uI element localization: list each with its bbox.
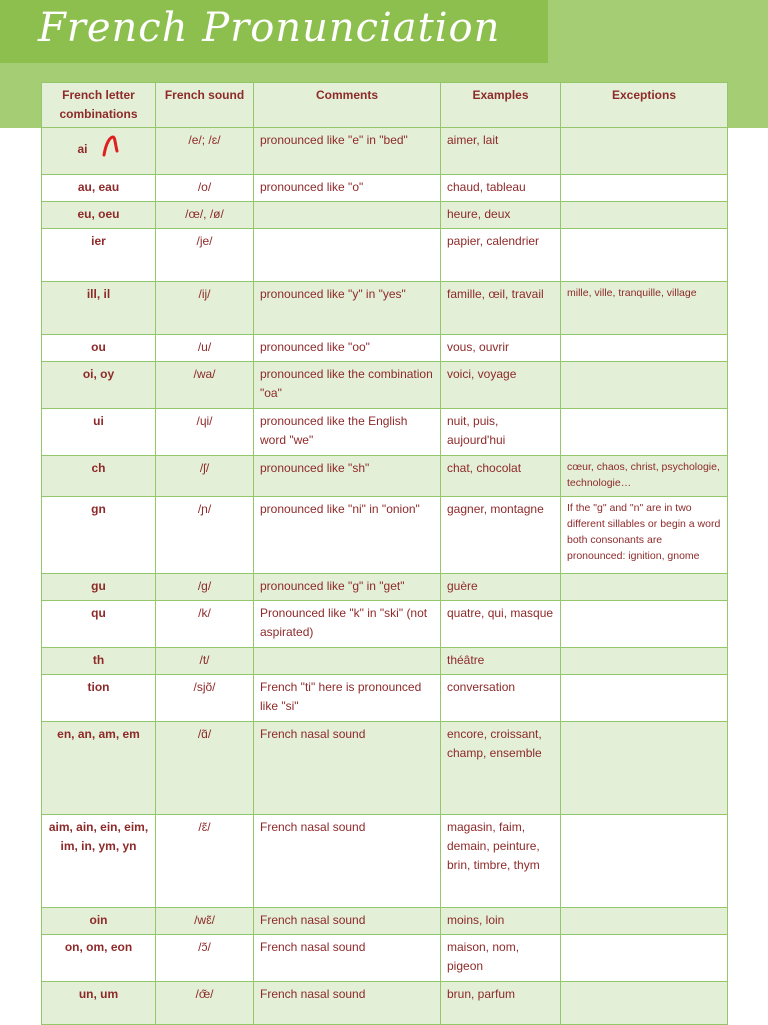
exceptions-cell <box>561 497 728 574</box>
examples-text: brun, parfum <box>447 987 516 1001</box>
examples-cell <box>441 362 561 409</box>
comment-text: pronounced like the English word "we" <box>260 414 408 447</box>
sound-text: /ij/ <box>198 287 211 301</box>
examples-text: chaud, tableau <box>447 180 526 194</box>
examples-cell <box>441 456 561 497</box>
sound-cell <box>156 601 254 648</box>
examples-text: vous, ouvrir <box>447 340 510 354</box>
comment-cell <box>254 175 441 202</box>
examples-text: nuit, puis, aujourd'hui <box>447 414 506 447</box>
comment-text: pronounced like "ni" in "onion" <box>260 502 420 516</box>
examples-text: guère <box>447 579 478 593</box>
exceptions-cell <box>561 815 728 908</box>
comment-cell <box>254 229 441 282</box>
examples-cell <box>441 229 561 282</box>
examples-cell <box>441 497 561 574</box>
exceptions-cell <box>561 335 728 362</box>
letters-cell <box>42 409 156 456</box>
comment-cell <box>254 335 441 362</box>
comment-cell <box>254 128 441 175</box>
letters-text: qu <box>91 606 106 620</box>
sound-text: /u/ <box>197 340 212 354</box>
sound-cell <box>156 935 254 982</box>
letters-text: aim, ain, ein, eim, im, in, ym, yn <box>48 820 149 853</box>
table-row <box>42 908 728 935</box>
sound-text: /ʃ/ <box>199 461 210 475</box>
letters-cell <box>42 815 156 908</box>
examples-text: papier, calendrier <box>447 234 540 248</box>
examples-cell <box>441 815 561 908</box>
letters-text: ou <box>91 340 106 354</box>
letters-text: un, um <box>78 987 119 1001</box>
letters-cell <box>42 574 156 601</box>
examples-text: maison, nom, pigeon <box>447 940 520 973</box>
table-row <box>42 202 728 229</box>
comment-text: Pronounced like "k" in "ski" (not aspirated) <box>260 606 428 639</box>
table-row <box>42 497 728 574</box>
exceptions-cell <box>561 362 728 409</box>
comment-text: French nasal sound <box>260 727 366 741</box>
letters-cell <box>42 935 156 982</box>
sound-text: /ɔ̃/ <box>198 940 211 954</box>
sound-cell <box>156 815 254 908</box>
exceptions-cell <box>561 282 728 335</box>
page-title: French Pronunciation <box>38 5 501 51</box>
letters-text: ui <box>93 414 104 428</box>
letters-cell <box>42 908 156 935</box>
sound-cell <box>156 128 254 175</box>
comment-text: pronounced like "o" <box>260 180 364 194</box>
examples-text: voici, voyage <box>447 367 517 381</box>
comment-text: pronounced like "e" in "bed" <box>260 133 408 147</box>
comment-text: pronounced like the combination "oa" <box>260 367 433 400</box>
comment-cell <box>254 409 441 456</box>
letters-text: gn <box>91 502 106 516</box>
examples-cell <box>441 574 561 601</box>
sound-cell <box>156 456 254 497</box>
exceptions-text: cœur, chaos, christ, psychologie, technologie… <box>567 461 720 489</box>
pronunciation-table <box>41 82 728 1025</box>
letters-cell <box>42 175 156 202</box>
letters-cell <box>42 128 156 175</box>
examples-text: conversation <box>447 680 516 694</box>
letters-cell <box>42 497 156 574</box>
letters-text: th <box>92 653 105 667</box>
sound-text: /ɥi/ <box>196 414 213 428</box>
exceptions-text: If the "g" and "n" are in two different sillables or begin a word both consonants are pronounced: ignition, gnome <box>567 502 721 562</box>
examples-cell <box>441 601 561 648</box>
sound-cell <box>156 497 254 574</box>
comment-text: pronounced like "y" in "yes" <box>260 287 406 301</box>
examples-cell <box>441 175 561 202</box>
comment-cell <box>254 362 441 409</box>
comment-text: French nasal sound <box>260 820 366 834</box>
letters-cell <box>42 648 156 675</box>
sound-text: /wa/ <box>193 367 216 381</box>
examples-text: famille, œil, travail <box>447 287 544 301</box>
exceptions-cell <box>561 982 728 1025</box>
exceptions-cell <box>561 574 728 601</box>
red-pen-mark-icon <box>100 131 120 161</box>
header-exceptions: Exceptions <box>561 83 728 128</box>
comment-cell <box>254 282 441 335</box>
sound-text: /wɛ̃/ <box>194 913 215 927</box>
header-examples: Examples <box>441 83 561 128</box>
exceptions-cell <box>561 456 728 497</box>
table-row <box>42 409 728 456</box>
comment-text: French nasal sound <box>260 987 366 1001</box>
examples-text: aimer, lait <box>447 133 499 147</box>
table-row <box>42 229 728 282</box>
examples-cell <box>441 202 561 229</box>
sound-cell <box>156 574 254 601</box>
sound-cell <box>156 982 254 1025</box>
letters-cell <box>42 675 156 722</box>
letters-text: au, eau <box>77 180 120 194</box>
examples-text: gagner, montagne <box>447 502 544 516</box>
letters-cell <box>42 601 156 648</box>
exceptions-cell <box>561 601 728 648</box>
examples-text: théâtre <box>447 653 485 667</box>
exceptions-cell <box>561 908 728 935</box>
exceptions-cell <box>561 648 728 675</box>
examples-cell <box>441 908 561 935</box>
table-row <box>42 815 728 908</box>
exceptions-text: mille, ville, tranquille, village <box>567 287 697 299</box>
comment-cell <box>254 982 441 1025</box>
letters-text: ch <box>91 461 106 475</box>
examples-cell <box>441 409 561 456</box>
letters-cell <box>42 282 156 335</box>
letters-text: ill, il <box>86 287 111 301</box>
letters-cell <box>42 456 156 497</box>
header-sound: French sound <box>156 83 254 128</box>
letters-text: oin <box>89 913 108 927</box>
table-row <box>42 574 728 601</box>
letters-text: tion <box>87 680 110 694</box>
exceptions-cell <box>561 722 728 815</box>
examples-cell <box>441 722 561 815</box>
sound-cell <box>156 282 254 335</box>
comment-text: French nasal sound <box>260 913 366 927</box>
examples-cell <box>441 648 561 675</box>
sound-cell <box>156 202 254 229</box>
comment-text: French "ti" here is pronounced like "si" <box>260 680 422 713</box>
table-header-row <box>42 83 728 128</box>
comment-cell <box>254 935 441 982</box>
examples-cell <box>441 982 561 1025</box>
comment-cell <box>254 202 441 229</box>
exceptions-cell <box>561 935 728 982</box>
sound-text: /ɲ/ <box>197 502 212 516</box>
letters-text: ai <box>77 142 88 156</box>
table-row <box>42 675 728 722</box>
comment-cell <box>254 574 441 601</box>
examples-cell <box>441 128 561 175</box>
examples-text: quatre, qui, masque <box>447 606 554 620</box>
comment-cell <box>254 908 441 935</box>
comment-cell <box>254 456 441 497</box>
header-comments: Comments <box>254 83 441 128</box>
sound-cell <box>156 648 254 675</box>
table-row <box>42 335 728 362</box>
sound-text: /k/ <box>198 606 211 620</box>
examples-text: encore, croissant, champ, ensemble <box>447 727 542 760</box>
table-row <box>42 128 728 175</box>
sound-cell <box>156 409 254 456</box>
letters-text: ier <box>91 234 106 248</box>
table-row <box>42 175 728 202</box>
comment-text: pronounced like "oo" <box>260 340 370 354</box>
comment-text: French nasal sound <box>260 940 366 954</box>
sound-cell <box>156 722 254 815</box>
exceptions-cell <box>561 175 728 202</box>
examples-cell <box>441 675 561 722</box>
sound-cell <box>156 229 254 282</box>
sound-text: /e/; /ɛ/ <box>188 133 221 147</box>
sound-cell <box>156 908 254 935</box>
sound-cell <box>156 362 254 409</box>
header-letters: French letter combinations <box>42 83 156 128</box>
examples-cell <box>441 282 561 335</box>
title-box <box>0 0 548 63</box>
sound-cell <box>156 175 254 202</box>
letters-cell <box>42 362 156 409</box>
sound-cell <box>156 675 254 722</box>
sound-text: /ɛ̃/ <box>198 820 211 834</box>
sound-text: /œ̃/ <box>195 987 214 1001</box>
table-row <box>42 601 728 648</box>
sound-text: /je/ <box>196 234 213 248</box>
comment-text: pronounced like "sh" <box>260 461 370 475</box>
comment-cell <box>254 722 441 815</box>
sound-text: /g/ <box>197 579 212 593</box>
letters-cell <box>42 722 156 815</box>
table-row <box>42 362 728 409</box>
letters-text: oi, oy <box>82 367 115 381</box>
table-row <box>42 722 728 815</box>
comment-cell <box>254 497 441 574</box>
comment-text: pronounced like "g" in "get" <box>260 579 405 593</box>
table-row <box>42 982 728 1025</box>
examples-cell <box>441 935 561 982</box>
letters-cell <box>42 335 156 362</box>
sound-cell <box>156 335 254 362</box>
examples-text: moins, loin <box>447 913 505 927</box>
examples-text: magasin, faim, demain, peinture, brin, timbre, thym <box>447 820 540 872</box>
letters-cell <box>42 982 156 1025</box>
comment-cell <box>254 675 441 722</box>
letters-text: on, om, eon <box>64 940 133 954</box>
letters-text: gu <box>91 579 106 593</box>
comment-cell <box>254 648 441 675</box>
sound-text: /œ/, /ø/ <box>185 207 224 221</box>
exceptions-cell <box>561 229 728 282</box>
sound-text: /o/ <box>197 180 212 194</box>
comment-cell <box>254 601 441 648</box>
table-row <box>42 935 728 982</box>
table-row <box>42 282 728 335</box>
table-row <box>42 456 728 497</box>
exceptions-cell <box>561 128 728 175</box>
letters-cell <box>42 202 156 229</box>
letters-text: en, an, am, em <box>57 727 140 741</box>
examples-text: chat, chocolat <box>447 461 522 475</box>
exceptions-cell <box>561 409 728 456</box>
table-row <box>42 648 728 675</box>
letters-cell <box>42 229 156 282</box>
sound-text: /sjõ/ <box>193 680 216 694</box>
exceptions-cell <box>561 675 728 722</box>
letters-text: eu, oeu <box>77 207 120 221</box>
sound-text: /ɑ̃/ <box>197 727 212 741</box>
examples-text: heure, deux <box>447 207 511 221</box>
examples-cell <box>441 335 561 362</box>
sound-text: /t/ <box>199 653 210 667</box>
comment-cell <box>254 815 441 908</box>
exceptions-cell <box>561 202 728 229</box>
